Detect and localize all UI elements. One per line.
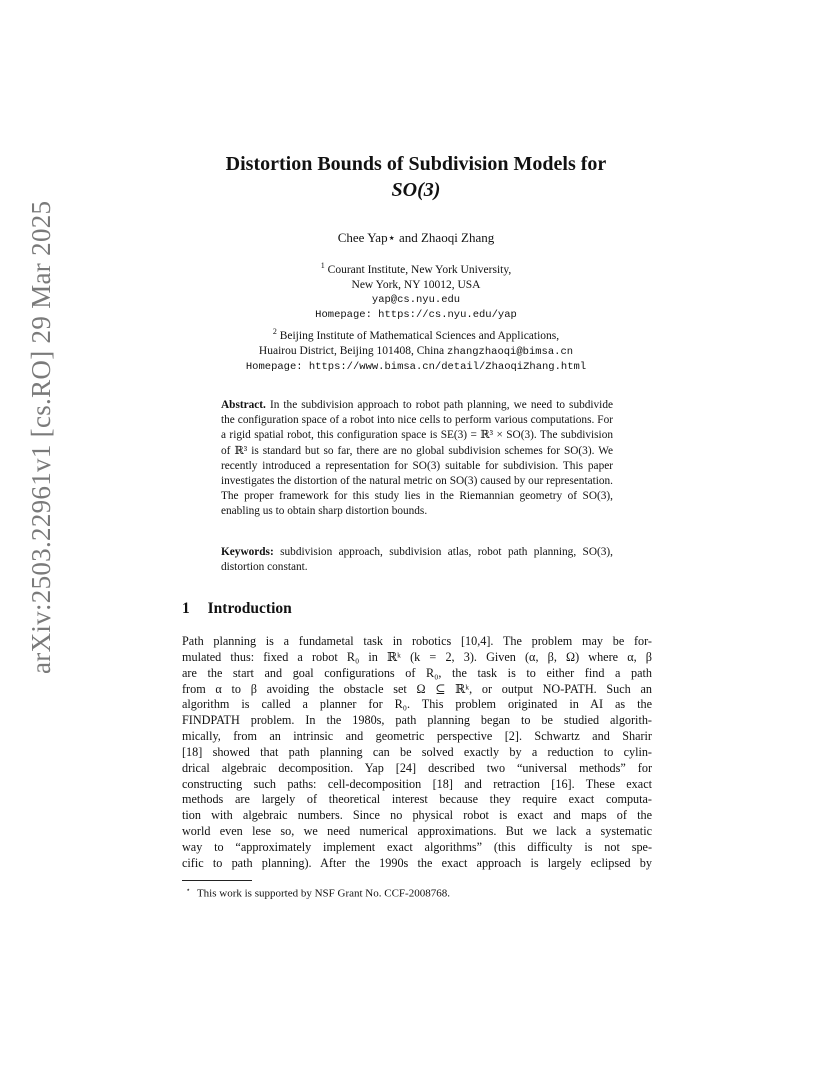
affiliation-2-email[interactable]: zhangzhaoqi@bimsa.cn: [447, 345, 574, 358]
section-number: 1: [182, 600, 190, 617]
affiliation-2-line-2: [180, 344, 652, 360]
keywords-label: Keywords:: [221, 546, 274, 558]
body-line: way to “approximately implement exact algorithms” (this difficulty is not spe-: [182, 839, 652, 854]
title-line-1: Distortion Bounds of Subdivision Models for: [225, 153, 607, 175]
body-line: FINDPATH problem. In the 1980s, path planning began to be studied algorith-: [182, 713, 652, 728]
affiliation-1-name: Courant Institute, New York University,: [327, 263, 512, 276]
affiliation-2-mark: 2: [272, 326, 277, 336]
body-line: constructing such paths: cell-decomposition [18] and retraction [16]. These exact: [182, 776, 652, 791]
arxiv-stamp-text: arXiv:2503.22961v1 [cs.RO] 29 Mar 2025: [26, 200, 56, 674]
keywords-text: subdivision approach, subdivision atlas, robot path planning, SO(3), distortion constant.: [221, 546, 613, 574]
body-line: mulated thus: fixed a robot R₀ in ℝᵏ (k = 2, 3). Given (α, β, Ω) where α, β: [182, 649, 652, 664]
affiliation-1-line-2: New York, NY 10012, USA: [351, 279, 481, 292]
body-line: Path planning is a fundametal task in robotics [10,4]. The problem may be for-: [182, 634, 652, 648]
body-line: from α to β avoiding the obstacle set Ω ⊆ ℝᵏ, or output NO-PATH. Such an: [182, 681, 652, 696]
affiliation-1-mark: 1: [320, 261, 325, 270]
body-line: drical algebraic decomposition. Yap [24] described two “universal methods” for: [182, 760, 652, 775]
body-line: cific to path planning). After the 1990s the exact approach is largely eclipsed by: [182, 855, 652, 870]
footnote-mark: ⋆: [186, 886, 191, 894]
affiliation-2-address: Huairou District, Beijing 101408, China: [258, 344, 445, 357]
body-line: [18] showed that path planning can be solved exactly by a reduction to cylin-: [182, 744, 652, 759]
affiliation-2-homepage[interactable]: Homepage: https://www.bimsa.cn/detail/ZhaoqiZhang.html: [245, 360, 587, 373]
affiliations: [180, 258, 652, 375]
introduction-body: [182, 634, 652, 872]
section-title: Introduction: [207, 600, 292, 617]
paper-title: [180, 151, 652, 203]
body-line: tion with algebraic numbers. Since no physical robot is exact and maps of the: [182, 808, 652, 823]
footnote-divider: [182, 880, 252, 881]
section-heading: [182, 600, 292, 618]
affiliation-2-name: Beijing Institute of Mathematical Sciences and Applications,: [279, 329, 560, 342]
body-line: are the start and goal configurations of R₀, the task is to either find a path: [182, 665, 652, 680]
body-line: mically, from an intrinsic and geometric perspective [2]. Schwartz and Sharir: [182, 729, 652, 744]
arxiv-stamp: [20, 200, 60, 674]
affiliation-2-line-1: [180, 324, 652, 344]
footnote-text: This work is supported by NSF Grant No. CCF-2008768.: [196, 887, 450, 900]
affiliation-1-line-1: [180, 258, 652, 278]
authors: Chee Yap⋆ and Zhaoqi Zhang: [337, 230, 495, 245]
body-line: world even lese so, we need numerical approximations. But we lack a systematic: [182, 824, 652, 839]
body-line: algorithm is called a planner for R₀. This problem originated in AI as the: [182, 697, 652, 712]
affiliation-1-homepage[interactable]: Homepage: https://cs.nyu.edu/yap: [315, 309, 517, 322]
abstract-text: In the subdivision approach to robot path planning, we need to subdivide the configuration space of a robot into nice cells to perform various computations. For a rigid spatial robot, this configuration space is SE(3) = ℝ³ × SO(3). The subdivision of ℝ³ is standard but so far, there are no global subdivision schemes for SO(3). We recently introduced a representation for SO(3) suitable for subdivision. This paper investigates the distortion of the natural metric on SO(3) caused by our representation. The proper framework for this study lies in the Riemannian geometry of SO(3), enabling us to obtain sharp distortion bounds.: [221, 399, 613, 518]
body-line: methods are largely of theoretical interest because they require exact computa-: [182, 792, 652, 807]
abstract: [221, 398, 613, 520]
abstract-label: Abstract.: [221, 399, 266, 411]
keywords: [221, 545, 613, 575]
affiliation-1-email[interactable]: yap@cs.nyu.edu: [371, 294, 461, 307]
title-line-2: SO(3): [391, 179, 441, 201]
footnote: [186, 886, 450, 900]
